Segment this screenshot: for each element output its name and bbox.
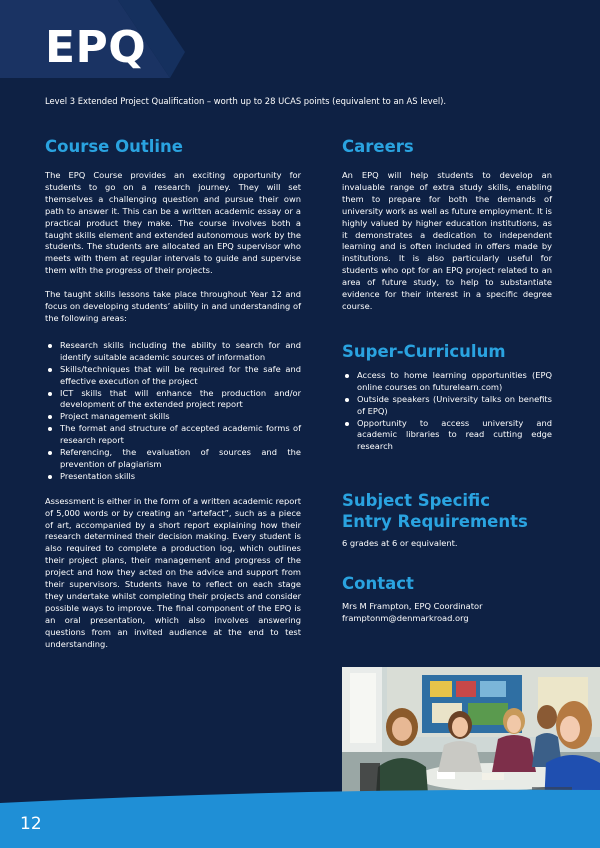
list-item: ICT skills that will enhance the production and/or development of the extended project report xyxy=(45,388,301,412)
contact-name: Mrs M Frampton, EPQ Coordinator xyxy=(342,601,483,612)
list-item: The format and structure of accepted academic forms of research report xyxy=(45,423,301,447)
skills-list xyxy=(45,340,301,483)
list-item: Project management skills xyxy=(45,411,301,423)
footer-bar xyxy=(0,803,600,848)
page-subtitle: Level 3 Extended Project Qualification – worth up to 28 UCAS points (equivalent to an AS level). xyxy=(45,96,447,106)
entry-heading-line-2: Entry Requirements xyxy=(342,512,528,532)
entry-heading-line-1: Subject Specific xyxy=(342,491,491,511)
entry-requirements-text: 6 grades at 6 or equivalent. xyxy=(342,538,458,549)
contact-email[interactable]: framptonm@denmarkroad.org xyxy=(342,613,469,624)
list-item: Access to home learning opportunities (EPQ online courses on futurelearn.com) xyxy=(342,370,552,394)
super-curriculum-heading: Super-Curriculum xyxy=(342,341,506,361)
page-number: 12 xyxy=(20,814,42,834)
course-outline-heading: Course Outline xyxy=(45,137,183,156)
course-outline-paragraph-2: The taught skills lessons take place throughout Year 12 and focus on developing students’ ability in and understanding of the following areas: xyxy=(45,289,301,323)
course-outline-paragraph-1: The EPQ Course provides an exciting opportunity for students to go on a research journey. They will set themselves a challenging question and pursue their own path to answer it. This can be a written academic essay or a practical product they make. The course involves both a taught skills element and extended autonomous work by the students. The students are allocated an EPQ supervisor who meets with them at regular intervals to guide and supervise them with the progress of their projects. xyxy=(45,170,301,276)
careers-heading: Careers xyxy=(342,137,414,156)
entry-requirements-heading xyxy=(342,490,552,532)
list-item: Opportunity to access university and academic libraries to read cutting edge research xyxy=(342,418,552,454)
assessment-paragraph: Assessment is either in the form of a written academic report of 5,000 words or by creating an “artefact”, such as a piece of art, accompanied by a short report explaining how their research determined their decision making. Every student is also required to complete a production log, which outlines their project plans, their management and progress of the project and how they acted on the advice and support from their supervisors. Students have to reflect on each stage they undertake whilst completing their projects and consider possible ways to improve. The final component of the EPQ is an oral presentation, which also involves answering questions from an invited audience at the end to test understanding. xyxy=(45,495,301,649)
list-item: Referencing, the evaluation of sources and the prevention of plagiarism xyxy=(45,447,301,471)
list-item: Presentation skills xyxy=(45,471,301,483)
careers-text: An EPQ will help students to develop an invaluable range of extra study skills, enabling them to prepare for both the demands of university work as well as future employment. It is highly valued by higher education institutions, as it demonstrates a dedication to independent learning and is often included in offers made by institutions. It is also particularly useful for students who opt for an EPQ project related to an area of future study, to help to substantiate evidence for their interest in a specific degree course. xyxy=(342,170,552,311)
right-column xyxy=(342,136,552,625)
course-outline-section xyxy=(45,136,301,651)
contact-heading: Contact xyxy=(342,574,414,594)
super-curriculum-list xyxy=(342,370,552,453)
list-item: Outside speakers (University talks on benefits of EPQ) xyxy=(342,394,552,418)
page-title: EPQ xyxy=(45,22,147,73)
list-item: Skills/techniques that will be required for the safe and effective execution of the project xyxy=(45,364,301,388)
list-item: Research skills including the ability to search for and identify suitable academic sources of information xyxy=(45,340,301,364)
